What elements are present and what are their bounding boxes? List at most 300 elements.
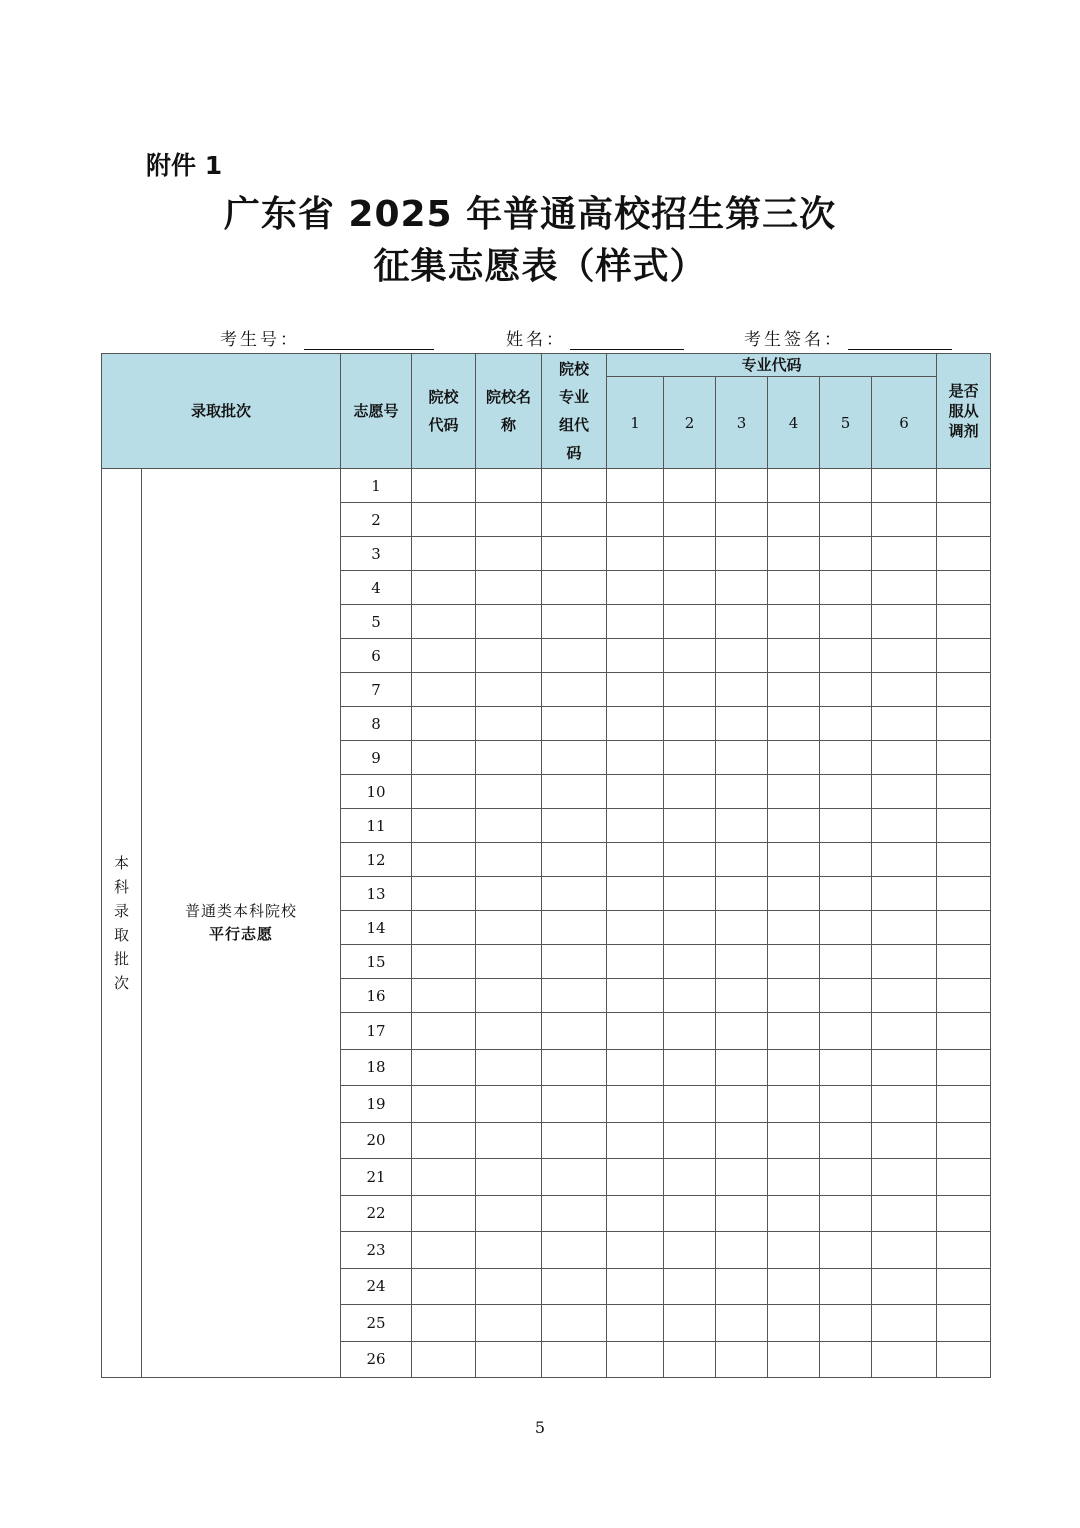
entry-cell[interactable] xyxy=(664,673,716,707)
entry-cell[interactable] xyxy=(716,605,768,639)
entry-cell[interactable] xyxy=(664,707,716,741)
entry-cell[interactable] xyxy=(937,1086,991,1123)
entry-cell[interactable] xyxy=(476,877,542,911)
entry-cell[interactable] xyxy=(412,775,476,809)
entry-cell[interactable] xyxy=(607,1341,664,1378)
entry-cell[interactable] xyxy=(716,1049,768,1086)
entry-cell[interactable] xyxy=(542,503,607,537)
header-adjust: 是否服从调剂 xyxy=(937,354,991,469)
entry-cell[interactable] xyxy=(607,1305,664,1342)
entry-cell[interactable] xyxy=(607,1232,664,1269)
entry-cell[interactable] xyxy=(476,911,542,945)
entry-cell[interactable] xyxy=(872,469,937,503)
entry-cell[interactable] xyxy=(412,1049,476,1086)
entry-cell[interactable] xyxy=(768,571,820,605)
entry-cell[interactable] xyxy=(664,1013,716,1050)
entry-cell[interactable] xyxy=(607,741,664,775)
entry-cell[interactable] xyxy=(872,1305,937,1342)
entry-cell[interactable] xyxy=(664,979,716,1013)
entry-cell[interactable] xyxy=(872,503,937,537)
wish-number: 10 xyxy=(341,775,412,809)
table-body xyxy=(102,469,991,1378)
entry-cell[interactable] xyxy=(412,1159,476,1196)
entry-cell[interactable] xyxy=(820,911,872,945)
entry-cell[interactable] xyxy=(412,1341,476,1378)
entry-cell[interactable] xyxy=(937,537,991,571)
entry-cell[interactable] xyxy=(476,945,542,979)
entry-cell[interactable] xyxy=(664,469,716,503)
entry-cell[interactable] xyxy=(820,639,872,673)
entry-cell[interactable] xyxy=(607,571,664,605)
exam-number-field[interactable] xyxy=(220,325,434,350)
wish-number: 7 xyxy=(341,673,412,707)
entry-cell[interactable] xyxy=(872,741,937,775)
entry-cell[interactable] xyxy=(820,673,872,707)
entry-cell[interactable] xyxy=(872,1341,937,1378)
entry-cell[interactable] xyxy=(476,1268,542,1305)
entry-cell[interactable] xyxy=(872,1159,937,1196)
entry-cell[interactable] xyxy=(820,775,872,809)
entry-cell[interactable] xyxy=(542,707,607,741)
entry-cell[interactable] xyxy=(937,1232,991,1269)
entry-cell[interactable] xyxy=(937,503,991,537)
entry-cell[interactable] xyxy=(872,979,937,1013)
entry-cell[interactable] xyxy=(476,571,542,605)
entry-cell[interactable] xyxy=(476,741,542,775)
entry-cell[interactable] xyxy=(937,1159,991,1196)
entry-cell[interactable] xyxy=(716,537,768,571)
entry-cell[interactable] xyxy=(768,673,820,707)
header-group-code: 院校专业组代码 xyxy=(542,354,607,469)
category-cell xyxy=(142,469,341,1378)
entry-cell[interactable] xyxy=(607,707,664,741)
entry-cell[interactable] xyxy=(412,843,476,877)
entry-cell[interactable] xyxy=(542,1049,607,1086)
entry-cell[interactable] xyxy=(664,1268,716,1305)
entry-cell[interactable] xyxy=(872,911,937,945)
wish-number: 22 xyxy=(341,1195,412,1232)
entry-cell[interactable] xyxy=(542,877,607,911)
entry-cell[interactable] xyxy=(607,1195,664,1232)
entry-cell[interactable] xyxy=(542,1341,607,1378)
entry-cell[interactable] xyxy=(607,1159,664,1196)
entry-cell[interactable] xyxy=(476,1013,542,1050)
entry-cell[interactable] xyxy=(542,1159,607,1196)
header-major-code: 专业代码 xyxy=(607,354,937,377)
entry-cell[interactable] xyxy=(476,1305,542,1342)
entry-cell[interactable] xyxy=(716,673,768,707)
entry-cell[interactable] xyxy=(768,1049,820,1086)
entry-cell[interactable] xyxy=(476,1232,542,1269)
header-major-6: 6 xyxy=(872,377,937,469)
entry-cell[interactable] xyxy=(872,639,937,673)
entry-cell[interactable] xyxy=(542,1195,607,1232)
entry-cell[interactable] xyxy=(820,571,872,605)
entry-cell[interactable] xyxy=(607,537,664,571)
entry-cell[interactable] xyxy=(872,571,937,605)
entry-cell[interactable] xyxy=(768,877,820,911)
entry-cell[interactable] xyxy=(820,979,872,1013)
entry-cell[interactable] xyxy=(542,605,607,639)
entry-cell[interactable] xyxy=(664,537,716,571)
entry-cell[interactable] xyxy=(937,673,991,707)
entry-cell[interactable] xyxy=(412,503,476,537)
entry-cell[interactable] xyxy=(607,1122,664,1159)
entry-cell[interactable] xyxy=(412,945,476,979)
entry-cell[interactable] xyxy=(820,707,872,741)
entry-cell[interactable] xyxy=(412,877,476,911)
entry-cell[interactable] xyxy=(768,1341,820,1378)
entry-cell[interactable] xyxy=(768,469,820,503)
wish-number: 23 xyxy=(341,1232,412,1269)
entry-cell[interactable] xyxy=(476,979,542,1013)
entry-cell[interactable] xyxy=(716,1305,768,1342)
entry-cell[interactable] xyxy=(872,1049,937,1086)
entry-cell[interactable] xyxy=(716,1159,768,1196)
wish-number: 14 xyxy=(341,911,412,945)
entry-cell[interactable] xyxy=(716,843,768,877)
entry-cell[interactable] xyxy=(542,843,607,877)
wish-number: 25 xyxy=(341,1305,412,1342)
entry-cell[interactable] xyxy=(768,911,820,945)
entry-cell[interactable] xyxy=(820,537,872,571)
entry-cell[interactable] xyxy=(664,843,716,877)
entry-cell[interactable] xyxy=(716,809,768,843)
entry-cell[interactable] xyxy=(937,877,991,911)
entry-cell[interactable] xyxy=(542,775,607,809)
entry-cell[interactable] xyxy=(412,707,476,741)
entry-cell[interactable] xyxy=(542,911,607,945)
entry-cell[interactable] xyxy=(476,1049,542,1086)
entry-cell[interactable] xyxy=(664,877,716,911)
wish-number: 2 xyxy=(341,503,412,537)
entry-cell[interactable] xyxy=(820,843,872,877)
entry-cell[interactable] xyxy=(664,571,716,605)
entry-cell[interactable] xyxy=(607,605,664,639)
entry-cell[interactable] xyxy=(937,1013,991,1050)
entry-cell[interactable] xyxy=(412,1268,476,1305)
wish-number: 19 xyxy=(341,1086,412,1123)
entry-cell[interactable] xyxy=(768,979,820,1013)
entry-cell[interactable] xyxy=(542,571,607,605)
entry-cell[interactable] xyxy=(768,775,820,809)
entry-cell[interactable] xyxy=(872,843,937,877)
entry-cell[interactable] xyxy=(820,1195,872,1232)
entry-cell[interactable] xyxy=(412,605,476,639)
entry-cell[interactable] xyxy=(716,639,768,673)
entry-cell[interactable] xyxy=(820,1086,872,1123)
entry-cell[interactable] xyxy=(664,945,716,979)
entry-cell[interactable] xyxy=(664,1232,716,1269)
entry-cell[interactable] xyxy=(412,673,476,707)
entry-cell[interactable] xyxy=(872,1268,937,1305)
entry-cell[interactable] xyxy=(937,639,991,673)
wish-number: 6 xyxy=(341,639,412,673)
signature-field[interactable] xyxy=(744,325,952,350)
entry-cell[interactable] xyxy=(768,639,820,673)
entry-cell[interactable] xyxy=(607,639,664,673)
entry-cell[interactable] xyxy=(412,1232,476,1269)
entry-cell[interactable] xyxy=(542,1013,607,1050)
entry-cell[interactable] xyxy=(476,605,542,639)
entry-cell[interactable] xyxy=(607,809,664,843)
entry-cell[interactable] xyxy=(937,469,991,503)
entry-cell[interactable] xyxy=(937,911,991,945)
wish-number: 9 xyxy=(341,741,412,775)
entry-cell[interactable] xyxy=(716,877,768,911)
entry-cell[interactable] xyxy=(607,979,664,1013)
entry-cell[interactable] xyxy=(872,707,937,741)
entry-cell[interactable] xyxy=(820,809,872,843)
entry-cell[interactable] xyxy=(768,707,820,741)
entry-cell[interactable] xyxy=(820,1341,872,1378)
entry-cell[interactable] xyxy=(476,503,542,537)
entry-cell[interactable] xyxy=(542,741,607,775)
entry-cell[interactable] xyxy=(937,741,991,775)
entry-cell[interactable] xyxy=(412,537,476,571)
entry-cell[interactable] xyxy=(412,1122,476,1159)
entry-cell[interactable] xyxy=(872,1195,937,1232)
entry-cell[interactable] xyxy=(664,911,716,945)
entry-cell[interactable] xyxy=(664,1086,716,1123)
entry-cell[interactable] xyxy=(607,775,664,809)
page-number: 5 xyxy=(534,1418,546,1437)
entry-cell[interactable] xyxy=(412,741,476,775)
entry-cell[interactable] xyxy=(476,537,542,571)
entry-cell[interactable] xyxy=(820,877,872,911)
entry-cell[interactable] xyxy=(476,1159,542,1196)
entry-cell[interactable] xyxy=(607,469,664,503)
entry-cell[interactable] xyxy=(476,843,542,877)
entry-cell[interactable] xyxy=(716,1122,768,1159)
entry-cell[interactable] xyxy=(607,1268,664,1305)
wish-number: 8 xyxy=(341,707,412,741)
entry-cell[interactable] xyxy=(476,1195,542,1232)
entry-cell[interactable] xyxy=(664,639,716,673)
entry-cell[interactable] xyxy=(937,945,991,979)
entry-cell[interactable] xyxy=(820,605,872,639)
entry-cell[interactable] xyxy=(716,1195,768,1232)
exam-number-line[interactable] xyxy=(304,331,434,350)
entry-cell[interactable] xyxy=(412,979,476,1013)
entry-cell[interactable] xyxy=(937,1268,991,1305)
header-major-3: 3 xyxy=(716,377,768,469)
entry-cell[interactable] xyxy=(664,809,716,843)
entry-cell[interactable] xyxy=(607,1086,664,1123)
entry-cell[interactable] xyxy=(664,1305,716,1342)
entry-cell[interactable] xyxy=(476,707,542,741)
entry-cell[interactable] xyxy=(768,605,820,639)
entry-cell[interactable] xyxy=(872,1086,937,1123)
entry-cell[interactable] xyxy=(937,707,991,741)
entry-cell[interactable] xyxy=(607,1013,664,1050)
entry-cell[interactable] xyxy=(820,1122,872,1159)
wish-number: 24 xyxy=(341,1268,412,1305)
entry-cell[interactable] xyxy=(820,469,872,503)
entry-cell[interactable] xyxy=(937,1195,991,1232)
wish-number: 21 xyxy=(341,1159,412,1196)
entry-cell[interactable] xyxy=(412,571,476,605)
category-line2: 平行志愿 xyxy=(209,925,274,943)
entry-cell[interactable] xyxy=(542,945,607,979)
entry-cell[interactable] xyxy=(937,843,991,877)
entry-cell[interactable] xyxy=(768,1305,820,1342)
entry-cell[interactable] xyxy=(937,605,991,639)
entry-cell[interactable] xyxy=(476,809,542,843)
signature-line[interactable] xyxy=(848,331,952,350)
entry-cell[interactable] xyxy=(412,1086,476,1123)
entry-cell[interactable] xyxy=(716,741,768,775)
entry-cell[interactable] xyxy=(412,639,476,673)
entry-cell[interactable] xyxy=(820,741,872,775)
entry-cell[interactable] xyxy=(872,673,937,707)
entry-cell[interactable] xyxy=(820,1049,872,1086)
entry-cell[interactable] xyxy=(542,1122,607,1159)
entry-cell[interactable] xyxy=(768,1013,820,1050)
entry-cell[interactable] xyxy=(607,945,664,979)
entry-cell[interactable] xyxy=(542,537,607,571)
entry-cell[interactable] xyxy=(476,775,542,809)
entry-cell[interactable] xyxy=(872,877,937,911)
wish-number: 13 xyxy=(341,877,412,911)
page-title: 广东省 2025 年普通高校招生第三次 xyxy=(223,194,837,235)
wish-number: 5 xyxy=(341,605,412,639)
entry-cell[interactable] xyxy=(412,469,476,503)
entry-cell[interactable] xyxy=(768,1086,820,1123)
category-line1: 普通类本科院校 xyxy=(185,902,298,920)
header-major-5: 5 xyxy=(820,377,872,469)
entry-cell[interactable] xyxy=(768,1232,820,1269)
entry-cell[interactable] xyxy=(768,1195,820,1232)
header-school-name: 院校名称 xyxy=(476,354,542,469)
header-batch: 录取批次 xyxy=(102,354,341,469)
entry-cell[interactable] xyxy=(607,843,664,877)
name-line[interactable] xyxy=(570,331,684,350)
entry-cell[interactable] xyxy=(937,1341,991,1378)
entry-cell[interactable] xyxy=(476,639,542,673)
entry-cell[interactable] xyxy=(716,571,768,605)
entry-cell[interactable] xyxy=(716,775,768,809)
entry-cell[interactable] xyxy=(664,503,716,537)
entry-cell[interactable] xyxy=(716,911,768,945)
entry-cell[interactable] xyxy=(664,1195,716,1232)
entry-cell[interactable] xyxy=(412,911,476,945)
entry-cell[interactable] xyxy=(607,1049,664,1086)
entry-cell[interactable] xyxy=(820,945,872,979)
entry-cell[interactable] xyxy=(542,639,607,673)
entry-cell[interactable] xyxy=(664,1122,716,1159)
entry-cell[interactable] xyxy=(872,537,937,571)
entry-cell[interactable] xyxy=(768,1268,820,1305)
entry-cell[interactable] xyxy=(542,1305,607,1342)
entry-cell[interactable] xyxy=(872,945,937,979)
entry-cell[interactable] xyxy=(937,809,991,843)
entry-cell[interactable] xyxy=(664,1341,716,1378)
entry-cell[interactable] xyxy=(820,1268,872,1305)
entry-cell[interactable] xyxy=(872,1232,937,1269)
entry-cell[interactable] xyxy=(412,1195,476,1232)
entry-cell[interactable] xyxy=(716,1086,768,1123)
entry-cell[interactable] xyxy=(820,1013,872,1050)
entry-cell[interactable] xyxy=(542,1232,607,1269)
entry-cell[interactable] xyxy=(476,1122,542,1159)
name-field[interactable] xyxy=(506,325,684,350)
entry-cell[interactable] xyxy=(768,1122,820,1159)
entry-cell[interactable] xyxy=(664,1159,716,1196)
entry-cell[interactable] xyxy=(542,1268,607,1305)
entry-cell[interactable] xyxy=(607,877,664,911)
entry-cell[interactable] xyxy=(768,537,820,571)
table-row xyxy=(102,469,991,503)
entry-cell[interactable] xyxy=(542,979,607,1013)
entry-cell[interactable] xyxy=(716,1268,768,1305)
entry-cell[interactable] xyxy=(768,741,820,775)
entry-cell[interactable] xyxy=(716,1232,768,1269)
entry-cell[interactable] xyxy=(937,1049,991,1086)
wish-number: 16 xyxy=(341,979,412,1013)
entry-cell[interactable] xyxy=(542,673,607,707)
entry-cell[interactable] xyxy=(820,1305,872,1342)
entry-cell[interactable] xyxy=(872,1013,937,1050)
entry-cell[interactable] xyxy=(607,503,664,537)
entry-cell[interactable] xyxy=(937,1305,991,1342)
entry-cell[interactable] xyxy=(476,1341,542,1378)
entry-cell[interactable] xyxy=(716,979,768,1013)
entry-cell[interactable] xyxy=(607,911,664,945)
entry-cell[interactable] xyxy=(716,707,768,741)
entry-cell[interactable] xyxy=(664,775,716,809)
entry-cell[interactable] xyxy=(872,775,937,809)
entry-cell[interactable] xyxy=(872,605,937,639)
entry-cell[interactable] xyxy=(872,1122,937,1159)
entry-cell[interactable] xyxy=(937,571,991,605)
entry-cell[interactable] xyxy=(542,1086,607,1123)
entry-cell[interactable] xyxy=(937,979,991,1013)
entry-cell[interactable] xyxy=(716,945,768,979)
entry-cell[interactable] xyxy=(716,1013,768,1050)
entry-cell[interactable] xyxy=(937,1122,991,1159)
entry-cell[interactable] xyxy=(664,1049,716,1086)
entry-cell[interactable] xyxy=(542,469,607,503)
entry-cell[interactable] xyxy=(820,1232,872,1269)
entry-cell[interactable] xyxy=(872,809,937,843)
entry-cell[interactable] xyxy=(716,1341,768,1378)
entry-cell[interactable] xyxy=(768,809,820,843)
entry-cell[interactable] xyxy=(412,809,476,843)
entry-cell[interactable] xyxy=(768,1159,820,1196)
entry-cell[interactable] xyxy=(476,469,542,503)
entry-cell[interactable] xyxy=(412,1013,476,1050)
entry-cell[interactable] xyxy=(820,1159,872,1196)
entry-cell[interactable] xyxy=(664,605,716,639)
signature-label: 考生签名： xyxy=(744,330,844,350)
entry-cell[interactable] xyxy=(542,809,607,843)
entry-cell[interactable] xyxy=(476,1086,542,1123)
entry-cell[interactable] xyxy=(716,469,768,503)
entry-cell[interactable] xyxy=(476,673,542,707)
entry-cell[interactable] xyxy=(716,503,768,537)
entry-cell[interactable] xyxy=(820,503,872,537)
header-major-4: 4 xyxy=(768,377,820,469)
entry-cell[interactable] xyxy=(412,1305,476,1342)
entry-cell[interactable] xyxy=(607,673,664,707)
entry-cell[interactable] xyxy=(937,775,991,809)
entry-cell[interactable] xyxy=(664,741,716,775)
entry-cell[interactable] xyxy=(768,503,820,537)
entry-cell[interactable] xyxy=(768,945,820,979)
exam-number-label: 考生号： xyxy=(220,330,300,350)
entry-cell[interactable] xyxy=(768,843,820,877)
